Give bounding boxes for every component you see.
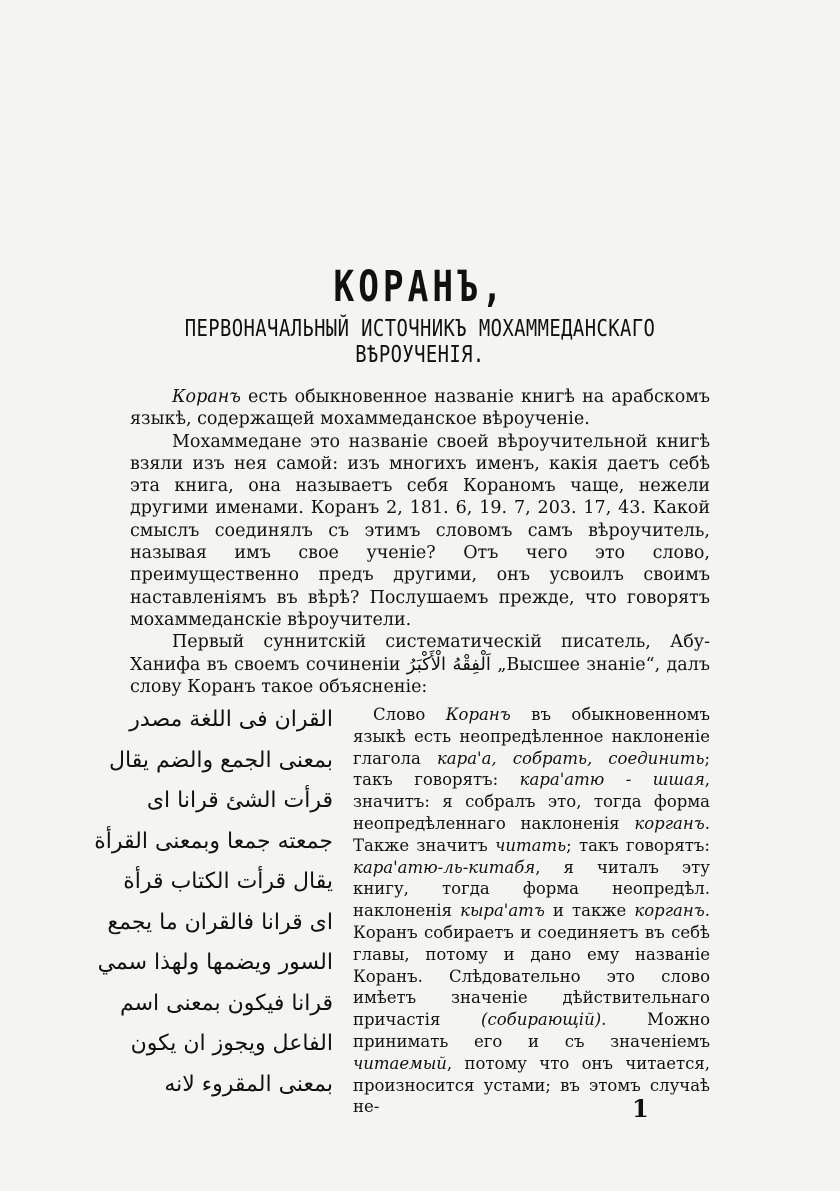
koran-term: Коранъ xyxy=(172,387,241,407)
arabic-line: اى قرانا فالقران ما يجمع xyxy=(107,909,333,935)
intro-paragraph-2: Мохаммедане это названіе своей вѣроучительной книгѣ взяли изъ нея самой: изъ многихъ именъ, какія даетъ себѣ эта книга, она называетъ себя Кораномъ чаще, нежели другими именами. Коранъ 2, 181. 6, 19. 7, 203. 17, 43. Какой смыслъ соединялъ съ этимъ словомъ самъ вѣроучитель, называя имъ свое ученіе? Отъ чего это слово, преимущественно предъ другими, онъ усвоилъ своимъ наставленіямъ въ вѣрѣ? Послушаемъ прежде, что говорятъ мохаммеданскіе вѣроучители. xyxy=(130,431,710,630)
arabic-book-title: اَلْفِقْهُ الْأَكْبَرُ xyxy=(406,653,491,675)
arabic-line: السور ويضمها ولهذا سمي xyxy=(97,950,333,975)
arabic-line: الفاعل ويجوز ان يكون xyxy=(130,1031,333,1056)
arabic-line: جمعته جمعا وبمعنى القرأة xyxy=(94,828,333,854)
translation-paragraph: Слово Коранъ въ обыкновенномъ языкѣ есть неопредѣленное наклоненіе глагола кара'а, собрать, соединить; такъ говорятъ: кара'атю - шшая, значитъ: я собралъ это, тогда форма неопредѣленнаго наклоненія корганъ. Также значитъ читать; такъ говорятъ: кара'атю-ль-китабя, я читалъ эту книгу, тогда форма неопредѣл. наклоненія кыра'атъ и также корганъ. Коранъ собираетъ и соединяетъ въ себѣ главы, потому и дано ему названіе Коранъ. Слѣдовательно это слово имѣетъ значеніе дѣйствительнаго причастія (собирающій). Можно принимать его и съ значеніемъ читаемый, потому что онъ читается, произносится устами; въ этомъ случаѣ не- xyxy=(353,705,710,1117)
intro-paragraph-3: Первый суннитскій систематическій писатель, Абу-Ханифа въ своемъ сочиненіи اَلْفِقْهُ الْأَكْبَرُ „Высшее знаніе“, далъ слову Коранъ такое объясненіе: xyxy=(130,632,710,697)
russian-translation xyxy=(353,704,710,1118)
subtitle-line-2: ВѢРОУЧЕНІЯ. xyxy=(355,342,485,368)
arabic-line: القران فى اللغة مصدر xyxy=(129,707,333,732)
arabic-quotation xyxy=(94,700,333,1105)
arabic-line: بمعنى المقروء لانه xyxy=(164,1071,333,1097)
intro-paragraph-1: Коранъ есть обыкновенное названіе книгѣ на арабскомъ языкѣ, содержащей мохаммеданское вѣроученіе. xyxy=(130,387,710,430)
arabic-line: بمعنى الجمع والضم يقال xyxy=(109,747,333,773)
page-number: 1 xyxy=(632,1094,649,1123)
page-title: КОРАНЪ, xyxy=(333,262,507,312)
arabic-line: قرأت الشئ قرانا اى xyxy=(146,788,333,813)
intro-text xyxy=(130,386,710,698)
subtitle-line-1: ПЕРВОНАЧАЛЬНЫЙ ИСТОЧНИКЪ МОХАММЕДАНСКАГО xyxy=(184,316,656,342)
arabic-line: يقال قرأت الكتاب قرأة xyxy=(123,869,333,894)
arabic-line: قرانا فيكون بمعنى اسم xyxy=(119,990,333,1016)
